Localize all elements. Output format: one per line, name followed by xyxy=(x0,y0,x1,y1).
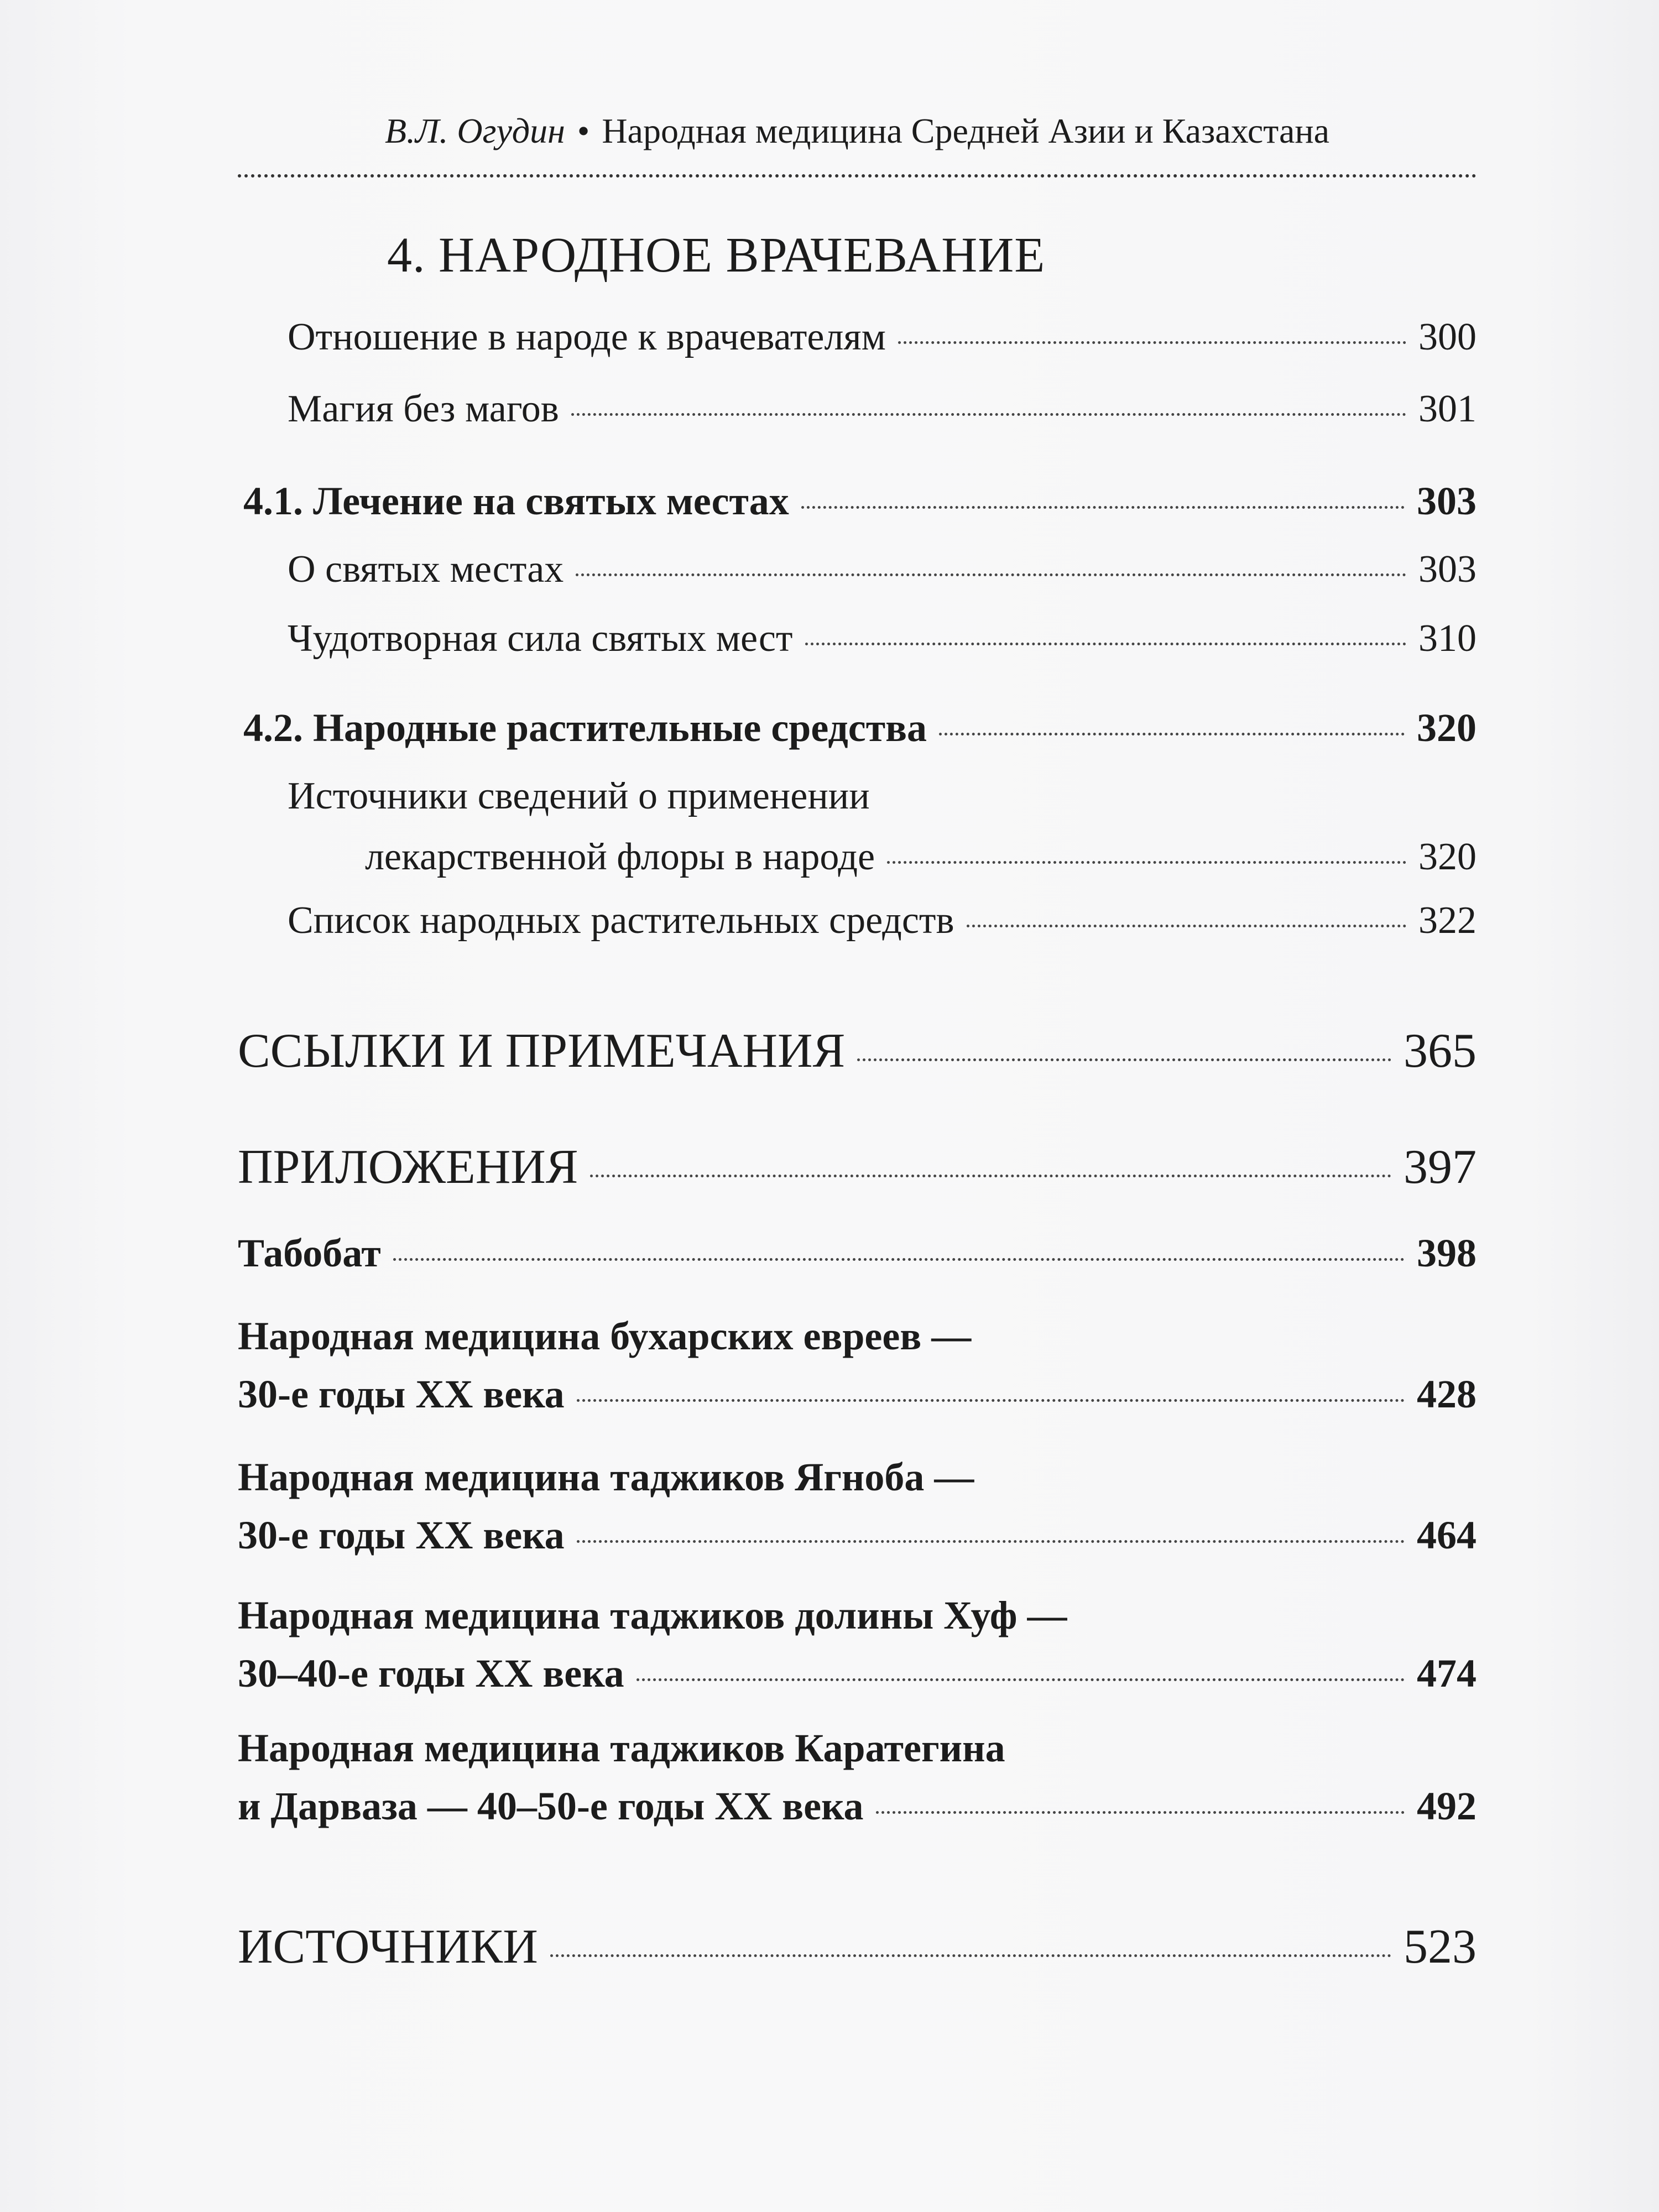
toc-entry-title: Магия без магов xyxy=(288,388,559,430)
toc-leader xyxy=(577,1540,1405,1543)
toc-leader xyxy=(393,1258,1405,1261)
header-author: В.Л. Огудин xyxy=(384,111,565,150)
toc-leader xyxy=(576,573,1406,576)
toc-leader xyxy=(967,925,1406,927)
toc-leader xyxy=(898,341,1406,344)
toc-page-number: 320 xyxy=(1418,836,1477,878)
toc-page-number: 322 xyxy=(1418,899,1477,942)
toc-appendix-entry[interactable] xyxy=(238,1371,1477,1417)
toc-page-number: 301 xyxy=(1418,388,1477,430)
toc-leader xyxy=(805,643,1407,645)
toc-section-title: 4.1. Лечение на святых местах xyxy=(243,479,789,523)
toc-chapter-title: ПРИЛОЖЕНИЯ xyxy=(238,1140,578,1194)
toc-entry-title: О святых местах xyxy=(288,548,564,591)
toc-page-number: 464 xyxy=(1417,1513,1477,1557)
toc-entry-title: Чудотворная сила святых мест xyxy=(288,617,793,660)
header-bullet: • xyxy=(577,111,590,150)
toc-entry[interactable] xyxy=(288,617,1477,661)
toc-leader xyxy=(637,1678,1405,1681)
toc-chapter-title: ИСТОЧНИКИ xyxy=(238,1920,538,1974)
chapter-title: 4. НАРОДНОЕ ВРАЧЕВАНИЕ xyxy=(387,228,1046,283)
toc-entry[interactable] xyxy=(288,547,1477,592)
toc-page-number: 303 xyxy=(1418,548,1477,591)
toc-entry-title: Список народных растительных средств xyxy=(288,899,954,942)
header-title: Народная медицина Средней Азии и Казахстана xyxy=(602,111,1330,150)
toc-appendix-title-line2: и Дарваза — 40–50-е годы XX века xyxy=(238,1784,864,1828)
toc-section[interactable] xyxy=(243,705,1477,751)
toc-entry-title-line2: лекарственной флоры в народе xyxy=(365,836,875,878)
toc-appendix-entry[interactable] xyxy=(238,1512,1477,1558)
toc-page-number: 397 xyxy=(1404,1140,1477,1194)
toc-page-number: 300 xyxy=(1418,316,1477,358)
toc-page-number: 320 xyxy=(1417,706,1477,750)
toc-leader xyxy=(939,733,1405,735)
toc-leader xyxy=(801,506,1405,509)
running-header xyxy=(238,111,1477,152)
toc-chapter-entry[interactable] xyxy=(238,1919,1477,1975)
toc-appendix-title-line1[interactable]: Народная медицина таджиков Ягноба — xyxy=(238,1455,974,1499)
toc-appendix-title-line2: 30-е годы XX века xyxy=(238,1372,565,1416)
header-dotted-rule xyxy=(238,174,1477,178)
toc-page-number: 523 xyxy=(1404,1920,1477,1974)
toc-appendix-title-line1[interactable]: Народная медицина таджиков Каратегина xyxy=(238,1726,1005,1770)
toc-entry[interactable] xyxy=(288,387,1477,431)
toc-page-number: 365 xyxy=(1404,1024,1477,1078)
toc-appendix-entry[interactable] xyxy=(238,1783,1477,1829)
toc-leader xyxy=(590,1175,1391,1177)
toc-page-number: 398 xyxy=(1417,1231,1477,1275)
toc-appendix-entry[interactable] xyxy=(238,1230,1477,1276)
toc-entry[interactable] xyxy=(288,315,1477,359)
toc-appendix-entry[interactable] xyxy=(238,1651,1477,1697)
toc-appendix-title: Табобат xyxy=(238,1231,381,1275)
toc-leader xyxy=(550,1954,1391,1957)
toc-leader xyxy=(571,413,1406,416)
toc-appendix-title-line1[interactable]: Народная медицина таджиков долины Хуф — xyxy=(238,1593,1067,1637)
toc-leader xyxy=(857,1058,1391,1061)
toc-appendix-title-line1[interactable]: Народная медицина бухарских евреев — xyxy=(238,1314,972,1358)
toc-entry-title: Отношение в народе к врачевателям xyxy=(288,316,886,358)
toc-page-number: 492 xyxy=(1417,1784,1477,1828)
toc-entry[interactable] xyxy=(288,899,1477,943)
toc-appendix-title-line2: 30-е годы XX века xyxy=(238,1513,565,1557)
toc-section-title: 4.2. Народные растительные средства xyxy=(243,706,927,750)
toc-page-number: 474 xyxy=(1417,1651,1477,1695)
toc-leader xyxy=(577,1399,1405,1402)
toc-chapter-title: ССЫЛКИ И ПРИМЕЧАНИЯ xyxy=(238,1024,846,1078)
toc-section[interactable] xyxy=(243,478,1477,524)
toc-entry-title-line1[interactable]: Источники сведений о применении xyxy=(288,775,870,817)
toc-page-number: 428 xyxy=(1417,1372,1477,1416)
toc-leader xyxy=(887,861,1406,864)
toc-page-number: 310 xyxy=(1418,617,1477,660)
toc-chapter-entry[interactable] xyxy=(238,1023,1477,1079)
toc-chapter-entry[interactable] xyxy=(238,1139,1477,1195)
toc-appendix-title-line2: 30–40-е годы XX века xyxy=(238,1651,624,1695)
toc-page-number: 303 xyxy=(1417,479,1477,523)
toc-entry[interactable] xyxy=(365,835,1477,879)
toc-leader xyxy=(876,1811,1405,1814)
